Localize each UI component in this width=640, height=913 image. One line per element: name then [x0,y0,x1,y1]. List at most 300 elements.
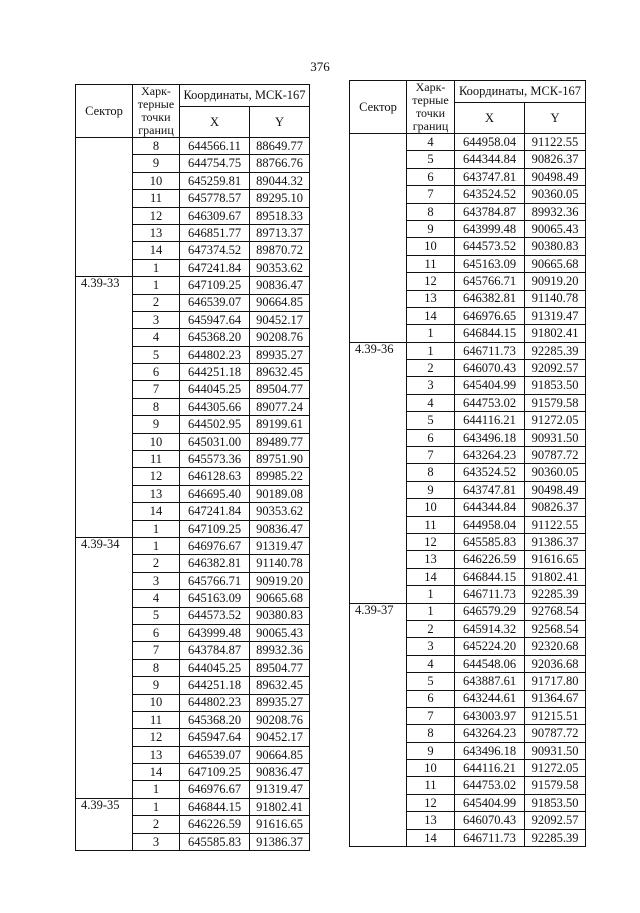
y-cell: 90836.47 [250,277,310,294]
sector-cell [350,307,407,324]
y-cell: 91319.47 [250,781,310,798]
x-cell: 644344.84 [455,151,525,168]
header-coords: Координаты, МСК-167 [455,81,586,103]
point-cell: 3 [407,638,455,655]
table-row [76,833,310,850]
table-row [350,360,586,377]
x-cell: 643999.48 [455,220,525,237]
point-cell: 12 [407,794,455,811]
x-cell: 645778.57 [180,190,250,207]
table-row [350,203,586,220]
point-cell: 7 [407,186,455,203]
sector-cell [76,416,133,433]
sector-cell [350,760,407,777]
point-cell: 7 [133,381,180,398]
table-row [350,290,586,307]
sector-cell [350,273,407,290]
table-body-left [76,138,310,851]
point-cell: 4 [407,134,455,151]
point-cell: 2 [407,360,455,377]
y-cell: 92568.54 [525,620,586,637]
x-cell: 643747.81 [455,168,525,185]
sector-cell [76,729,133,746]
x-cell: 645947.64 [180,311,250,328]
y-cell: 90787.72 [525,447,586,464]
x-cell: 645766.71 [180,572,250,589]
table-row [76,659,310,676]
y-cell: 92320.68 [525,638,586,655]
header-y: Y [525,103,586,134]
point-cell: 1 [133,537,180,554]
x-cell: 645766.71 [455,273,525,290]
point-cell: 10 [133,694,180,711]
table-row [350,655,586,672]
table-row [350,307,586,324]
point-cell: 1 [133,520,180,537]
x-cell: 646539.07 [180,294,250,311]
y-cell: 88649.77 [250,138,310,155]
x-cell: 646976.67 [180,781,250,798]
point-cell: 14 [407,307,455,324]
y-cell: 91122.55 [525,516,586,533]
sector-cell [76,624,133,641]
coordinates-table-right [349,80,586,847]
point-cell: 9 [133,677,180,694]
y-cell: 89295.10 [250,190,310,207]
sector-cell [350,377,407,394]
sector-cell [350,586,407,603]
sector-cell [350,203,407,220]
y-cell: 90826.37 [525,151,586,168]
point-cell: 4 [133,329,180,346]
y-cell: 91319.47 [525,307,586,324]
point-cell: 3 [133,833,180,850]
table-row [76,433,310,450]
x-cell: 643496.18 [455,742,525,759]
y-cell: 92285.39 [525,829,586,846]
header-sector: Сектор [350,81,407,134]
x-cell: 644251.18 [180,677,250,694]
sector-cell [76,138,133,155]
point-cell: 13 [407,812,455,829]
sector-cell [350,255,407,272]
sector-cell [76,746,133,763]
table-row [350,151,586,168]
x-cell: 646711.73 [455,342,525,359]
x-cell: 644573.52 [455,238,525,255]
y-cell: 90452.17 [250,729,310,746]
sector-cell [350,812,407,829]
table-body-right [350,134,586,847]
y-cell: 90065.43 [525,220,586,237]
y-cell: 91140.78 [250,555,310,572]
table-row [350,673,586,690]
point-cell: 7 [407,707,455,724]
sector-cell [350,134,407,151]
point-cell: 5 [133,346,180,363]
point-cell: 12 [407,273,455,290]
sector-cell [76,433,133,450]
x-cell: 646851.77 [180,224,250,241]
y-cell: 90380.83 [250,607,310,624]
x-cell: 644344.84 [455,499,525,516]
sector-cell [350,707,407,724]
table-row [350,620,586,637]
point-cell: 10 [133,172,180,189]
sector-cell [350,220,407,237]
y-cell: 88766.76 [250,155,310,172]
table-row [350,464,586,481]
y-cell: 89870.72 [250,242,310,259]
x-cell: 643524.52 [455,464,525,481]
x-cell: 646539.07 [180,746,250,763]
x-cell: 645585.83 [180,833,250,850]
sector-cell [350,151,407,168]
point-cell: 12 [133,468,180,485]
y-cell: 91364.67 [525,690,586,707]
point-cell: 8 [407,725,455,742]
table-row [350,429,586,446]
x-cell: 644802.23 [180,694,250,711]
sector-cell [76,607,133,624]
point-cell: 5 [133,607,180,624]
table-row [76,381,310,398]
sector-cell [350,568,407,585]
x-cell: 647241.84 [180,259,250,276]
point-cell: 11 [133,451,180,468]
sector-cell [350,290,407,307]
y-cell: 90452.17 [250,311,310,328]
point-cell: 8 [133,659,180,676]
point-cell: 12 [133,729,180,746]
table-row [76,711,310,728]
sector-cell [76,677,133,694]
y-cell: 91272.05 [525,412,586,429]
sector-cell [350,168,407,185]
point-cell: 10 [407,238,455,255]
sector-cell [350,394,407,411]
point-cell: 1 [133,277,180,294]
table-row [350,394,586,411]
sector-cell [76,781,133,798]
x-cell: 644502.95 [180,416,250,433]
x-cell: 645259.81 [180,172,250,189]
table-row [76,816,310,833]
point-cell: 14 [407,829,455,846]
sector-cell: 4.39-35 [76,798,133,815]
y-cell: 90208.76 [250,711,310,728]
point-cell: 14 [133,242,180,259]
table-row [76,138,310,155]
point-cell: 5 [407,673,455,690]
header-y: Y [250,107,310,138]
x-cell: 644753.02 [455,394,525,411]
sector-cell [76,555,133,572]
sector-cell [76,590,133,607]
sector-cell [76,572,133,589]
x-cell: 643264.23 [455,447,525,464]
y-cell: 90919.20 [250,572,310,589]
table-row [350,551,586,568]
x-cell: 644045.25 [180,659,250,676]
point-cell: 3 [407,377,455,394]
sector-cell [76,833,133,850]
table-row [76,207,310,224]
table-row [76,329,310,346]
header-x: X [180,107,250,138]
point-cell: 10 [407,760,455,777]
point-cell: 7 [133,642,180,659]
sector-cell [350,725,407,742]
y-cell: 89077.24 [250,398,310,415]
x-cell: 645368.20 [180,711,250,728]
y-cell: 90931.50 [525,742,586,759]
table-row [350,220,586,237]
x-cell: 646711.73 [455,829,525,846]
sector-cell: 4.39-33 [76,277,133,294]
point-cell: 2 [133,555,180,572]
sector-cell [350,690,407,707]
table-row [350,760,586,777]
point-cell: 14 [407,568,455,585]
table-row [350,377,586,394]
table-row [76,729,310,746]
y-cell: 91802.41 [250,798,310,815]
point-cell: 9 [407,481,455,498]
point-cell: 1 [407,586,455,603]
x-cell: 643524.52 [455,186,525,203]
y-cell: 90919.20 [525,273,586,290]
y-cell: 91122.55 [525,134,586,151]
point-cell: 13 [133,224,180,241]
sector-cell [350,325,407,342]
y-cell: 89489.77 [250,433,310,450]
x-cell: 644548.06 [455,655,525,672]
sector-cell [350,794,407,811]
y-cell: 89751.90 [250,451,310,468]
table-row [76,259,310,276]
y-cell: 90665.68 [250,590,310,607]
y-cell: 89985.22 [250,468,310,485]
x-cell: 645224.20 [455,638,525,655]
table-row [350,238,586,255]
sector-cell [350,551,407,568]
table-row [350,412,586,429]
point-cell: 14 [133,503,180,520]
table-row [350,516,586,533]
table-row [350,568,586,585]
point-cell: 13 [407,551,455,568]
point-cell: 4 [407,394,455,411]
point-cell: 14 [133,764,180,781]
y-cell: 89504.77 [250,381,310,398]
table-row [76,642,310,659]
table-row [76,451,310,468]
y-cell: 90931.50 [525,429,586,446]
sector-cell [76,694,133,711]
y-cell: 91579.58 [525,394,586,411]
sector-cell: 4.39-36 [350,342,407,359]
y-cell: 90836.47 [250,764,310,781]
point-cell: 1 [407,342,455,359]
y-cell: 90353.62 [250,259,310,276]
sector-cell [350,464,407,481]
point-cell: 11 [407,255,455,272]
x-cell: 647109.25 [180,277,250,294]
sector-cell [76,207,133,224]
sector-cell [76,294,133,311]
y-cell: 90353.62 [250,503,310,520]
point-cell: 4 [407,655,455,672]
table-row [76,277,310,294]
point-cell: 5 [407,151,455,168]
header-sector: Сектор [76,85,133,138]
table-row [76,572,310,589]
y-cell: 92092.57 [525,360,586,377]
table-row [350,707,586,724]
table-row [350,134,586,151]
table-row [350,690,586,707]
point-cell: 9 [407,220,455,237]
point-cell: 3 [133,572,180,589]
table-row [76,398,310,415]
x-cell: 646844.15 [455,325,525,342]
point-cell: 4 [133,590,180,607]
x-cell: 644251.18 [180,364,250,381]
x-cell: 646711.73 [455,586,525,603]
x-cell: 644116.21 [455,760,525,777]
y-cell: 89199.61 [250,416,310,433]
x-cell: 643784.87 [455,203,525,220]
y-cell: 89932.36 [250,642,310,659]
y-cell: 91802.41 [525,568,586,585]
point-cell: 11 [133,190,180,207]
y-cell: 92285.39 [525,342,586,359]
point-cell: 8 [133,398,180,415]
sector-cell [76,816,133,833]
x-cell: 645031.00 [180,433,250,450]
x-cell: 647109.25 [180,520,250,537]
table-row [76,416,310,433]
point-cell: 10 [133,433,180,450]
x-cell: 645914.32 [455,620,525,637]
header-coords: Координаты, МСК-167 [180,85,310,107]
page-number: 376 [310,59,330,74]
table-row [76,555,310,572]
x-cell: 646382.81 [180,555,250,572]
x-cell: 643887.61 [455,673,525,690]
table-row [76,190,310,207]
point-cell: 8 [133,138,180,155]
y-cell: 91386.37 [525,533,586,550]
y-cell: 92036.68 [525,655,586,672]
table-row [350,794,586,811]
point-cell: 12 [407,533,455,550]
point-cell: 6 [407,429,455,446]
sector-cell [350,673,407,690]
x-cell: 646695.40 [180,485,250,502]
table-row [350,342,586,359]
x-cell: 646309.67 [180,207,250,224]
table-row [76,346,310,363]
table-row [76,624,310,641]
table-row [350,533,586,550]
x-cell: 647374.52 [180,242,250,259]
table-row [350,742,586,759]
y-cell: 91616.65 [525,551,586,568]
sector-cell [350,481,407,498]
table-row [76,485,310,502]
table-row [76,694,310,711]
point-cell: 8 [407,464,455,481]
table-row [350,812,586,829]
x-cell: 644116.21 [455,412,525,429]
sector-cell [76,659,133,676]
point-cell: 6 [407,690,455,707]
y-cell: 90380.83 [525,238,586,255]
point-cell: 13 [407,290,455,307]
table-row [76,155,310,172]
table-row [76,764,310,781]
x-cell: 646579.29 [455,603,525,620]
sector-cell: 4.39-37 [350,603,407,620]
x-cell: 645573.36 [180,451,250,468]
header-point: Харк-терные точки границ [407,81,455,134]
point-cell: 11 [133,711,180,728]
point-cell: 9 [133,155,180,172]
point-cell: 1 [407,325,455,342]
table-row [76,746,310,763]
x-cell: 646844.15 [180,798,250,815]
sector-cell [350,238,407,255]
x-cell: 646226.59 [455,551,525,568]
point-cell: 6 [133,624,180,641]
table-row [350,447,586,464]
sector-cell [350,655,407,672]
sector-cell [76,259,133,276]
sector-cell [76,468,133,485]
sector-cell [76,224,133,241]
sector-cell: 4.39-34 [76,537,133,554]
x-cell: 643999.48 [180,624,250,641]
y-cell: 91717.80 [525,673,586,690]
y-cell: 89935.27 [250,346,310,363]
sector-cell [350,186,407,203]
table-row [76,520,310,537]
y-cell: 92092.57 [525,812,586,829]
y-cell: 89518.33 [250,207,310,224]
y-cell: 90065.43 [250,624,310,641]
x-cell: 645404.99 [455,794,525,811]
table-row [350,499,586,516]
y-cell: 90208.76 [250,329,310,346]
sector-cell [76,242,133,259]
sector-cell [76,346,133,363]
x-cell: 646976.65 [455,307,525,324]
point-cell: 2 [133,816,180,833]
sector-cell [76,364,133,381]
table-row [76,172,310,189]
table-row [350,255,586,272]
table-row [76,537,310,554]
table-row [350,273,586,290]
x-cell: 645163.09 [455,255,525,272]
sector-cell [350,499,407,516]
x-cell: 644958.04 [455,134,525,151]
y-cell: 89713.37 [250,224,310,241]
sector-cell [350,777,407,794]
x-cell: 643784.87 [180,642,250,659]
